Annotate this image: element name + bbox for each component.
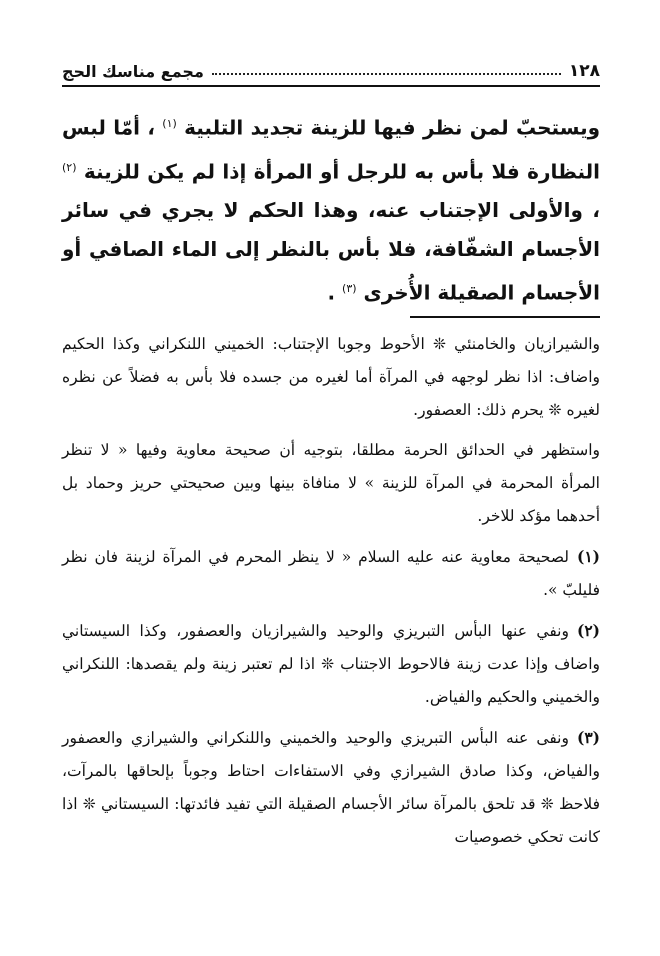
running-header: [62, 58, 600, 84]
main-text-part-3: ، والأولى الإجتناب عنه، وهذا الحكم لا يجري في سائر الأجسام الشفّافة، فلا بأس بالنظر إلى الماء الصافي أو الأجسام الصقيلة الأُخرى: [62, 198, 600, 305]
main-text-part-4: .: [327, 280, 336, 305]
footnote-3: [62, 721, 600, 854]
footnote-1: [62, 540, 600, 607]
footnote-1-number: (١): [576, 547, 600, 566]
footnote-separator: [410, 316, 600, 318]
footnote-1-text: لصحيحة معاوية عنه عليه السلام « لا ينظر المحرم في المرآة لزينة فان نظر فليلبّ ».: [62, 548, 600, 599]
page-number: ١٢٨: [568, 61, 600, 81]
main-text: [62, 104, 600, 313]
footnotes: [62, 328, 600, 854]
footnote-3-text: ونفى عنه البأس التبريزي والوحيد والخميني واللنكراني والشيرازي والعصفور والفياض، وكذا صادق الشيرازي وفي الاستفاءات احتاط وجوباً بإلحاقها بالمرآت، فلاحظ ❊ قد تلحق بالمرآة سائر الأجسام الصقيلة التي تفيد فائدتها: السيستاني ❊ اذا كانت تحكي خصوصيات: [62, 729, 600, 846]
footnote-2-text: ونفي عنها البأس التبريزي والوحيد والشيرازيان والعصفور، وكذا السيستاني واضاف وإذا عدت زينة فالاحوط الاجتناب ❊ اذا لم تعتبر زينة ولم يقصدها: اللنكراني والخميني والحكيم والفياض.: [62, 622, 600, 706]
footnote-ref-2[interactable]: (٢): [62, 160, 77, 174]
footnote-continuation: والشيرازيان والخامنئي ❊ الأحوط وجوبا الإجتناب: الخميني اللنكراني وكذا الحكيم واضاف: اذا نظر لوجهه في المرآة أما لغيره من جسده فلا بأس به فضلاً عن نظره لغيره ❊ يحرم ذلك: العصفور.: [62, 335, 600, 419]
footnote-ref-3[interactable]: (٣): [342, 282, 357, 296]
footnote-2-number: (٢): [576, 621, 600, 640]
footnote-3-number: (٣): [576, 728, 600, 747]
header-rule: [62, 85, 600, 87]
main-text-part-1: ويستحبّ لمن نظر فيها للزينة تجديد التلبية: [184, 115, 601, 140]
book-title: مجمع مناسك الحج: [62, 61, 204, 81]
header-dotted-leader: [212, 73, 561, 75]
footnote-ref-1[interactable]: (١): [162, 117, 177, 130]
footnote-2: [62, 614, 600, 714]
main-text-part-2: ، أمّا لبس النظارة فلا بأس به للرجل أو المرأة إذا لم يكن للزينة: [62, 115, 601, 184]
footnote-paragraph: واستظهر في الحدائق الحرمة مطلقا، بتوجيه أن صحيحة معاوية وفيها « لا تنظر المرأة المحرمة في المرآة للزينة » لا منافاة بينها وبين صحيحتي حريز وحماد بل أحدهما مؤكد للاخر.: [62, 441, 600, 525]
